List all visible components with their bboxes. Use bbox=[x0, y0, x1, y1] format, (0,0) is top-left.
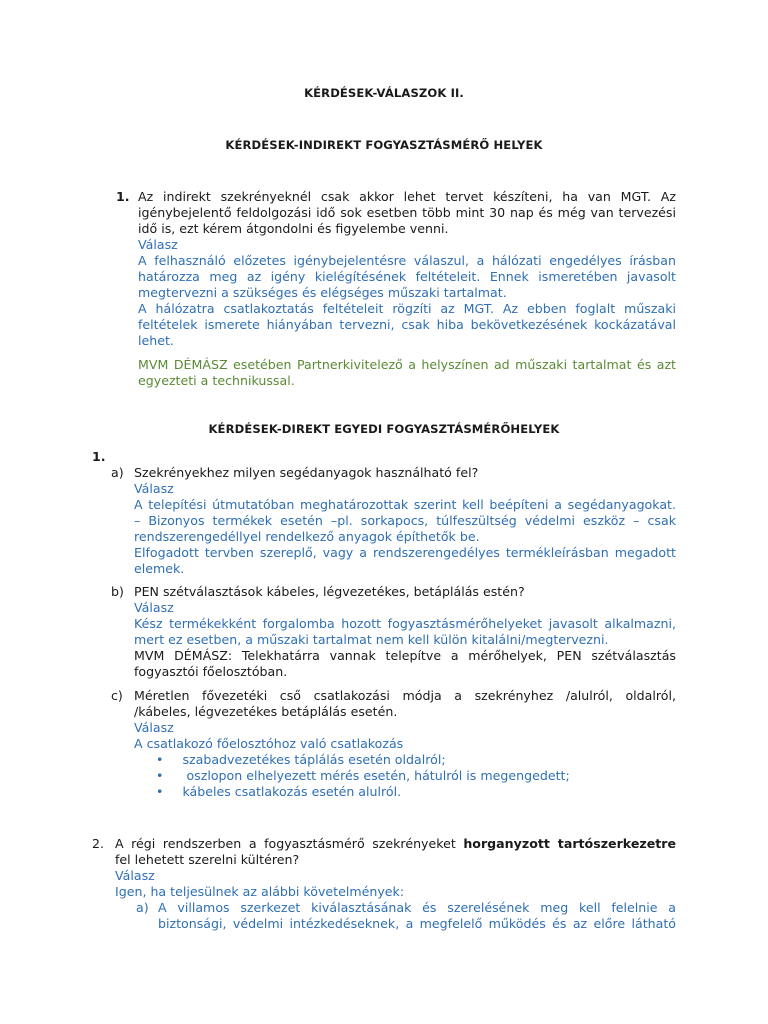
note-line: egyezteti a technikussal. bbox=[138, 373, 295, 388]
list-item-text: oszlopon elhelyezett mérés esetén, hátulról is megengedett; bbox=[182, 768, 570, 783]
answer-line: A felhasználó előzetes igénybejelentésre válaszul, a hálózati engedélyes írásban bbox=[138, 253, 676, 268]
question2-sub-letter: a) bbox=[136, 900, 149, 915]
note-line: fogyasztói főelosztóban. bbox=[134, 664, 288, 679]
answer-line: Kész termékekként forgalomba hozott fogyasztásmérőhelyeket javasolt alkalmazni, bbox=[134, 616, 676, 631]
answer-line: – Bizonyos termékek esetén –pl. sorkapocs, túlfeszültség védelmi eszköz – csak bbox=[134, 513, 676, 528]
list-item-text: kábeles csatlakozás esetén alulról. bbox=[182, 784, 402, 799]
answer-line: A hálózatra csatlakoztatás feltételeit rögzíti az MGT. Az ebben foglalt műszaki bbox=[138, 301, 676, 316]
question-line: igénybejelentő feldolgozási idő sok esetben több mint 30 nap és még van tervezési bbox=[138, 205, 676, 220]
section1-note bbox=[138, 357, 676, 389]
section1-item-number: 1. bbox=[116, 189, 130, 204]
answer-line: lehet. bbox=[138, 333, 174, 348]
answer-line: Elfogadott tervben szereplő, vagy a rendszerengedélyes termékleírásban megadott bbox=[134, 545, 676, 560]
answer-line: mert ez esetben, a műszaki tartalmat nem kell külön kitalálni/megtervezni. bbox=[134, 632, 609, 647]
answer-line: biztonsági, védelmi intézkedéseknek, a megfelelő működés és az előre látható bbox=[158, 916, 676, 931]
qb-question: PEN szétválasztások kábeles, légvezetékes, betáplálás estén? bbox=[134, 584, 525, 599]
qc-letter: c) bbox=[111, 688, 123, 703]
list-item bbox=[156, 784, 570, 800]
section1-question bbox=[138, 189, 676, 349]
list-item bbox=[156, 768, 570, 784]
answer-label: Válasz bbox=[134, 720, 174, 735]
document-title: KÉRDÉSEK-VÁLASZOK II. bbox=[304, 86, 464, 100]
answer-line: feltételek ismerete hiányában tervezni, csak hiba bekövetkezésének kockázatával bbox=[138, 317, 676, 332]
question-emphasis: horganyzott tartószerkezetre bbox=[463, 836, 677, 851]
question-line: fel lehetett szerelni kültéren? bbox=[115, 852, 300, 867]
bullet-icon: • bbox=[156, 784, 164, 799]
list-item-text: szabadvezetékes táplálás esetén oldalról; bbox=[182, 752, 446, 767]
answer-line: A villamos szerkezet kiválasztásának és szerelésének meg kell felelnie a bbox=[158, 900, 676, 915]
question2-number: 2. bbox=[92, 836, 105, 851]
qc-bullet-list bbox=[156, 752, 570, 800]
question2-block bbox=[115, 836, 676, 900]
note-line: MVM DÉMÁSZ esetében Partnerkivitelező a helyszínen ad műszaki tartalmat és azt bbox=[138, 357, 676, 372]
qb-letter: b) bbox=[111, 584, 124, 599]
qb-answer bbox=[134, 600, 676, 680]
question-line: idő is, ezt kérem átgondolni és figyelembe venni. bbox=[138, 221, 449, 236]
bullet-icon: • bbox=[156, 768, 164, 783]
bullet-icon: • bbox=[156, 752, 164, 767]
answer-line: rendszerengedéllyel rendelkező anyagok építhetők be. bbox=[134, 529, 480, 544]
qa-letter: a) bbox=[111, 465, 124, 480]
answer-label: Válasz bbox=[134, 600, 174, 615]
qa-answer bbox=[134, 481, 676, 577]
qc-block bbox=[134, 688, 676, 752]
question-line: Méretlen fővezetéki cső csatlakozási módja a szekrényhez /alulról, oldalról, bbox=[134, 688, 676, 703]
answer-line: A telepítési útmutatóban meghatározottak szerint kell beépíteni a segédanyagokat. bbox=[134, 497, 676, 512]
question-line: /kábeles, légvezetékes betáplálás esetén. bbox=[134, 704, 398, 719]
section-heading-indirect: KÉRDÉSEK-INDIREKT FOGYASZTÁSMÉRŐ HELYEK bbox=[225, 138, 543, 152]
answer-line: határozza meg az igény kielégítésének feltételeit. Ennek ismeretében javasolt bbox=[138, 269, 676, 284]
answer-label: Válasz bbox=[138, 237, 178, 252]
answer-line: megtervezni a szükséges és elégséges műszaki tartalmat. bbox=[138, 285, 507, 300]
answer-line: elemek. bbox=[134, 561, 185, 576]
question-line: Az indirekt szekrényeknél csak akkor lehet tervet készíteni, ha van MGT. Az bbox=[138, 189, 676, 204]
question-text: A régi rendszerben a fogyasztásmérő szekrényeket bbox=[115, 836, 464, 851]
section-heading-direct: KÉRDÉSEK-DIREKT EGYEDI FOGYASZTÁSMÉRŐHELYEK bbox=[208, 422, 560, 436]
answer-label: Válasz bbox=[115, 868, 155, 883]
answer-intro: A csatlakozó főelosztóhoz való csatlakozás bbox=[134, 736, 404, 751]
qa-question: Szekrényekhez milyen segédanyagok használható fel? bbox=[134, 465, 479, 480]
answer-label: Válasz bbox=[134, 481, 174, 496]
question-line bbox=[115, 836, 676, 852]
question2-sub bbox=[158, 900, 676, 932]
list-item bbox=[156, 752, 570, 768]
note-line: MVM DÉMÁSZ: Telekhatárra vannak telepítve a mérőhelyek, PEN szétválasztás bbox=[134, 648, 676, 663]
section2-item-number: 1. bbox=[92, 449, 106, 464]
answer-intro: Igen, ha teljesülnek az alábbi követelmények: bbox=[115, 884, 405, 899]
